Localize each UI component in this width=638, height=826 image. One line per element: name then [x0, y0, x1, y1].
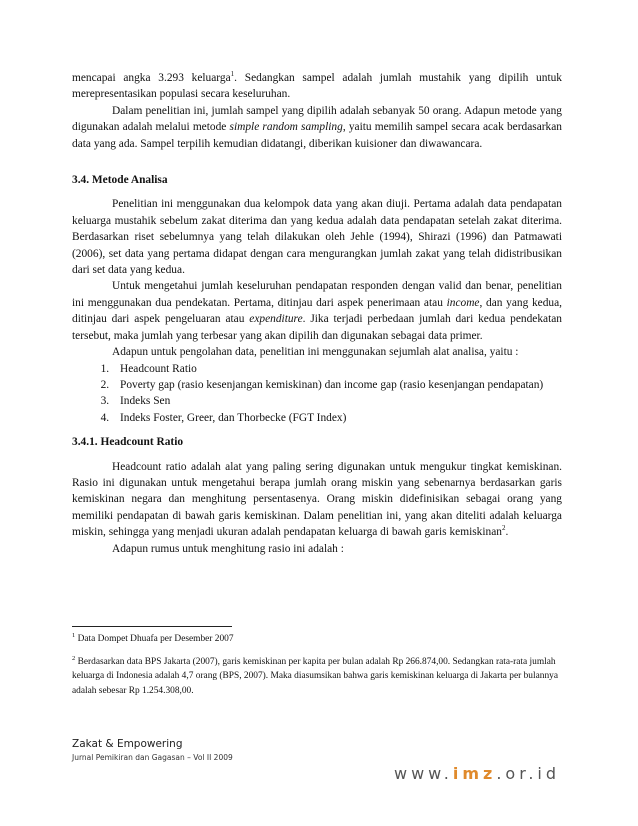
- section-heading-3-4: 3.4. Metode Analisa: [72, 174, 168, 187]
- text-run: Headcount ratio adalah alat yang paling sering digunakan untuk mengukur tingkat kemiskinan. Rasio ini digunakan untuk mengetahui berapa jumlah orang miskin yang sebenarnya berdasarkan garis kemiskinan negara dan menghitung persentasenya. Orang miskin didefinisikan sebagai orang yang memiliki pendapatan di bawah garis kemiskinan. Dalam penelitian ini, yang akan diteliti adalah keluarga miskin, sehingga yang menjadi ukuran adalah pendapatan keluarga di bawah garis kemiskinan: [72, 460, 562, 539]
- paragraph-formula-intro: Adapun rumus untuk menghitung rasio ini adalah :: [112, 542, 344, 555]
- url-suffix: .or.id: [496, 764, 560, 783]
- footnote-text: Berdasarkan data BPS Jakarta (2007), garis kemiskinan per kapita per bulan adalah Rp 266.874,00. Sedangkan rata-rata jumlah keluarga di Indonesia adalah 4,7 orang (BPS, 2007). Maka diasumsikan bahwa garis kemiskinan keluarga di Jakarta per bulannya adalah sebesar Rp 1.254.308,00.: [72, 656, 558, 696]
- list-item: 2. Poverty gap (rasio kesenjangan kemiskinan) dan income gap (rasio kesenjangan pendapatan): [112, 377, 562, 393]
- body-text: [72, 70, 562, 557]
- footnote-number: 1: [72, 631, 76, 639]
- emphasis-term: expenditure: [249, 313, 303, 326]
- list-item: 4. Indeks Foster, Greer, dan Thorbecke (FGT Index): [112, 410, 562, 426]
- text-run: Untuk mengetahui jumlah keseluruhan pendapatan responden dengan valid dan benar, penelitian ini menggunakan dua pendekatan. Pertama, ditinjau dari aspek penerimaan atau: [72, 280, 562, 309]
- url-prefix: www.: [393, 764, 453, 783]
- url-highlight: imz: [452, 764, 497, 783]
- footnote-ref-2: 2: [501, 524, 506, 533]
- text-run: Dalam penelitian ini, jumlah sampel yang dipilih adalah sebanyak 50 orang. Adapun metode yang digunakan adalah melalui metode: [72, 104, 562, 134]
- text-run: , dan yang kedua, ditinjau dari aspek pengeluaran atau: [72, 296, 562, 326]
- paragraph-headcount: [72, 459, 562, 541]
- emphasis-term: simple random sampling: [229, 121, 343, 134]
- journal-title: Zakat & Empowering: [72, 738, 183, 750]
- footnotes: [72, 632, 562, 706]
- paragraph-sample: [72, 70, 562, 103]
- journal-subtitle: Jurnal Pemikiran dan Gagasan – Vol II 2009: [72, 753, 233, 762]
- list-item: 3. Indeks Sen: [112, 393, 562, 409]
- footnote-divider: [72, 626, 232, 627]
- text-run: , yaitu memilih sampel secara acak berdasarkan data yang ada. Sampel terpilih kemudian didatangi, diberikan kuisioner dan diwawancara.: [72, 121, 562, 150]
- footnote-text: Data Dompet Dhuafa per Desember 2007: [77, 634, 234, 644]
- paragraph-income-approach: [72, 278, 562, 344]
- footnote-number: 2: [72, 654, 76, 662]
- footnote-1: [72, 632, 562, 647]
- section-heading-3-4-1: 3.4.1. Headcount Ratio: [72, 436, 184, 449]
- analysis-tools-list: [72, 361, 562, 427]
- text-run: .: [505, 526, 509, 539]
- journal-brand: [72, 738, 233, 762]
- footnote-2: [72, 655, 562, 699]
- website-url: [394, 764, 560, 783]
- text-run: . Sedangkan sampel adalah jumlah mustahik yang dipilih untuk merepresentasikan populasi secara keseluruhan.: [72, 72, 563, 101]
- paragraph-data-groups: Penelitian ini menggunakan dua kelompok data yang akan diuji. Pertama adalah data pendapatan keluarga mustahik sebelum zakat diterima dan yang kedua adalah data pendapatan setelah zakat diterima. Berdasarkan riset sebelumnya yang telah dilakukan oleh Jehle (1994), Shirazi (1996) dan Patmawati (2006), set data yang pertama didapat dengan cara mengurangkan jumlah zakat yang telah didistribusikan dari set data yang kedua.: [72, 198, 562, 277]
- emphasis-term: income: [446, 296, 480, 309]
- paragraph-method: [72, 103, 562, 152]
- text-run: mencapai angka 3.293 keluarga: [72, 72, 231, 84]
- paragraph-tools-intro: Adapun untuk pengolahan data, penelitian ini menggunakan sejumlah alat analisa, yaitu :: [112, 346, 519, 359]
- text-run: . Jika terjadi perbedaan jumlah dari kedua pendekatan tersebut, maka jumlah yang terbesar yang akan dipilih dan digunakan sebagai data primer.: [72, 313, 562, 342]
- footnote-ref-1: 1: [230, 70, 235, 79]
- list-item: 1. Headcount Ratio: [112, 361, 562, 377]
